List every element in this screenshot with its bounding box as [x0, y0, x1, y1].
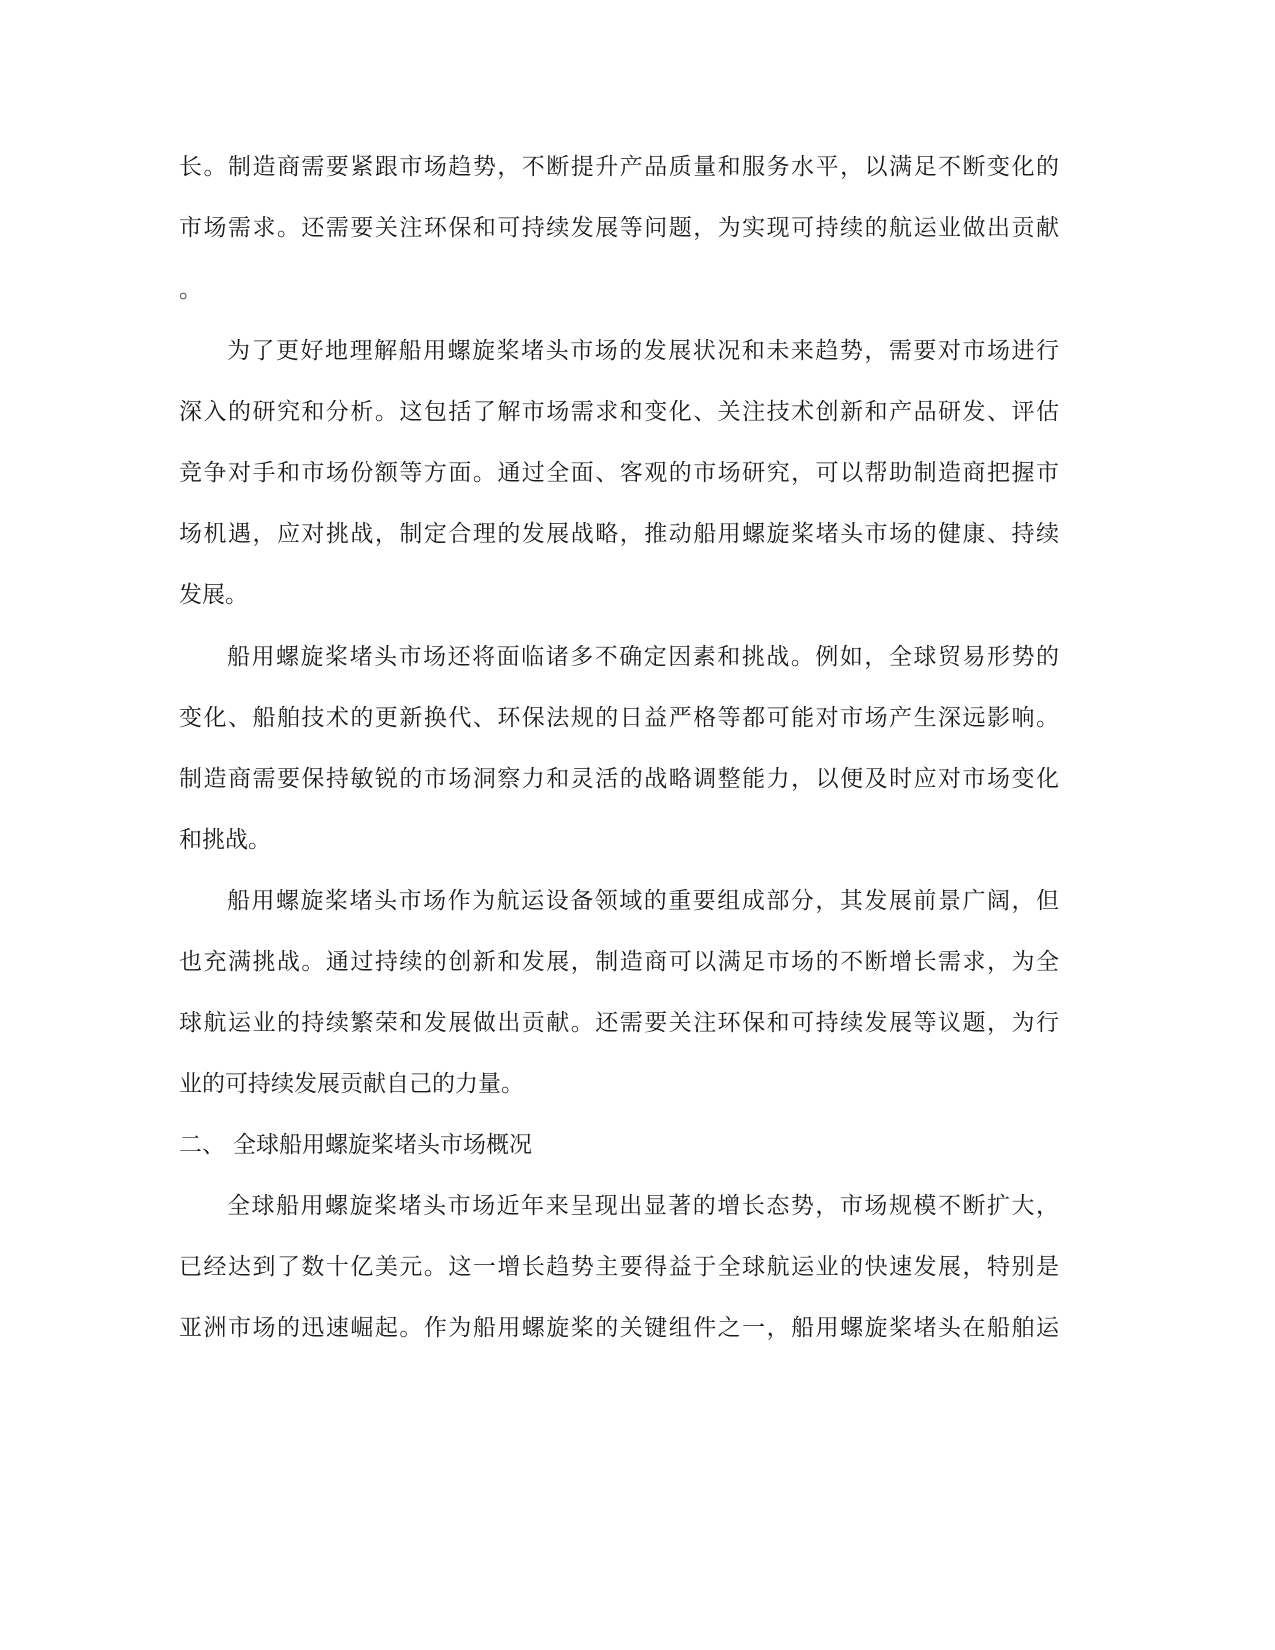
paragraph-2-line-4: 场机遇，应对挑战，制定合理的发展战略，推动船用螺旋桨堵头市场的健康、持续 [179, 521, 1059, 547]
paragraph-3-line-4: 和挑战。 [179, 827, 271, 853]
paragraph-4-line-4: 业的可持续发展贡献自己的力量。 [179, 1071, 524, 1097]
paragraph-1-line-3: 。 [179, 277, 202, 303]
paragraph-4-line-3: 球航运业的持续繁荣和发展做出贡献。还需要关注环保和可持续发展等议题，为行 [179, 1010, 1059, 1036]
paragraph-3-line-1: 船用螺旋桨堵头市场还将面临诸多不确定因素和挑战。例如，全球贸易形势的 [227, 644, 1059, 670]
paragraph-5-line-3: 亚洲市场的迅速崛起。作为船用螺旋桨的关键组件之一，船用螺旋桨堵头在船舶运 [179, 1315, 1059, 1341]
paragraph-1-line-2: 市场需求。还需要关注环保和可持续发展等问题，为实现可持续的航运业做出贡献 [179, 215, 1059, 241]
paragraph-5-line-2: 已经达到了数十亿美元。这一增长趋势主要得益于全球航运业的快速发展，特别是 [179, 1254, 1059, 1280]
paragraph-2-line-5: 发展。 [179, 582, 248, 608]
paragraph-4-line-1: 船用螺旋桨堵头市场作为航运设备领域的重要组成部分，其发展前景广阔，但 [227, 888, 1059, 914]
paragraph-3-line-2: 变化、船舶技术的更新换代、环保法规的日益严格等都可能对市场产生深远影响。 [179, 705, 1059, 731]
section-heading-number: 二、 [179, 1132, 225, 1158]
paragraph-3-line-3: 制造商需要保持敏锐的市场洞察力和灵活的战略调整能力，以便及时应对市场变化 [179, 766, 1059, 792]
paragraph-1-line-1: 长。制造商需要紧跟市场趋势，不断提升产品质量和服务水平，以满足不断变化的 [179, 154, 1059, 180]
paragraph-2-line-1: 为了更好地理解船用螺旋桨堵头市场的发展状况和未来趋势，需要对市场进行 [227, 338, 1059, 364]
section-heading-title: 全球船用螺旋桨堵头市场概况 [233, 1132, 532, 1158]
section-heading [179, 1130, 532, 1160]
paragraph-2-line-2: 深入的研究和分析。这包括了解市场需求和变化、关注技术创新和产品研发、评估 [179, 399, 1059, 425]
paragraph-2-line-3: 竞争对手和市场份额等方面。通过全面、客观的市场研究，可以帮助制造商把握市 [179, 460, 1059, 486]
paragraph-4-line-2: 也充满挑战。通过持续的创新和发展，制造商可以满足市场的不断增长需求，为全 [179, 949, 1059, 975]
paragraph-5-line-1: 全球船用螺旋桨堵头市场近年来呈现出显著的增长态势，市场规模不断扩大， [227, 1193, 1059, 1219]
